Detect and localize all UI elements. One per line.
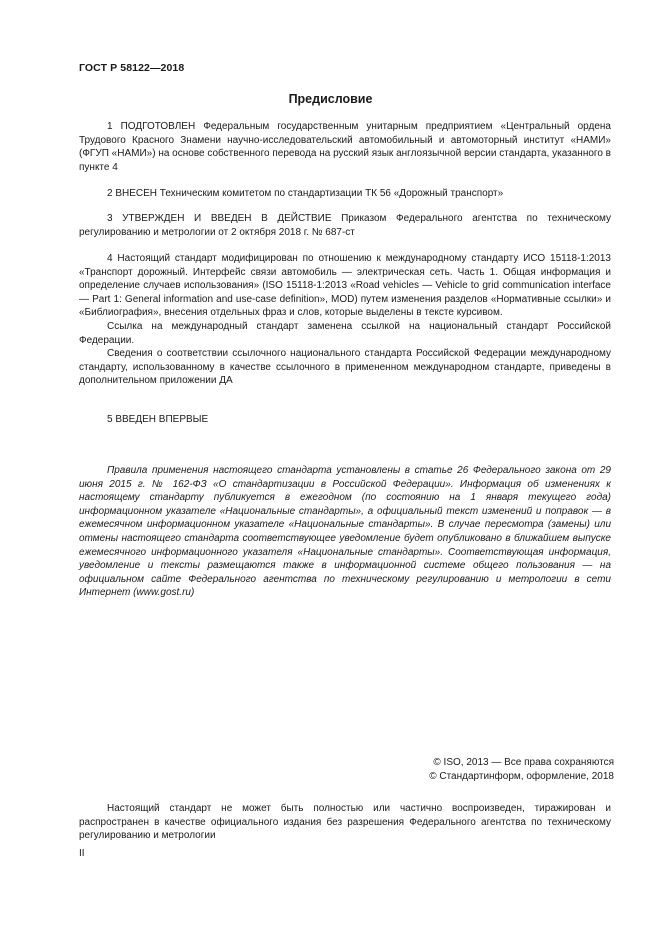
reproduction-note-text: Настоящий стандарт не может быть полностью или частично воспроизведен, тиражирован и распространен в качестве официального издания без разрешения Федерального агентства по техническому регулированию и метрологии bbox=[79, 803, 611, 842]
copyright-publisher: © Стандартинформ, оформление, 2018 bbox=[429, 771, 614, 782]
item-3 bbox=[79, 212, 611, 239]
item-5-text: 5 ВВЕДЕН ВПЕРВЫЕ bbox=[107, 414, 209, 425]
document-code: ГОСТ Р 58122—2018 bbox=[79, 62, 185, 74]
rules-note bbox=[79, 464, 611, 600]
item-3-text: 3 УТВЕРЖДЕН И ВВЕДЕН В ДЕЙСТВИЕ Приказом Федерального агентства по техническому регулированию и метрологии от 2 октября 2018 г. № 687-ст bbox=[79, 213, 611, 238]
item-5 bbox=[79, 413, 611, 427]
rules-note-text: Правила применения настоящего стандарта установлены в статье 26 Федерального закона от 29 июня 2015 г. № 162-ФЗ «О стандартизации в Российской Федерации». Информация об изменениях к настоящему стандарту публикуется в ежегодном (по состоянию на 1 января текущего года) информационном указателе «Национальные стандарты», а официальный текст изменений и поправок — в ежемесячном информационном указателе «Национальные стандарты». В случае пересмотра (замены) или отмены настоящего стандарта соответствующее уведомление будет опубликовано в ближайшем выпуске ежемесячного информационного указателя «Национальные стандарты». Соответствующая информация, уведомление и тексты размещаются также в информационной системе общего пользования — на официальном сайте Федерального агентства по техническому регулированию и метрологии в сети Интернет (www.gost.ru) bbox=[79, 465, 611, 599]
item-2 bbox=[79, 187, 611, 201]
item-4 bbox=[79, 252, 611, 388]
page-title: Предисловие bbox=[288, 92, 373, 106]
page-number: II bbox=[79, 848, 85, 859]
copyright-iso: © ISO, 2013 — Все права сохраняются bbox=[433, 757, 614, 768]
item-4-correspondence-note: Сведения о соответствии ссылочного национального стандарта Российской Федерации международному стандарту, использованному в качестве ссылочного в примененном международном стандарте, приведены в дополнительном приложении ДА bbox=[79, 348, 611, 387]
copyright-block bbox=[429, 756, 614, 784]
item-1 bbox=[79, 120, 611, 174]
item-4-reference-note: Ссылка на международный стандарт заменена ссылкой на национальный стандарт Российской Федерации. bbox=[79, 320, 611, 346]
item-1-text: 1 ПОДГОТОВЛЕН Федеральным государственным унитарным предприятием «Центральный ордена Трудового Красного Знамени научно-исследовательский автомобильный и автомоторный институт «НАМИ» (ФГУП «НАМИ») на основе собственного перевода на русский язык англоязычной версии стандарта, указанного в пункте 4 bbox=[79, 121, 611, 173]
item-2-text: 2 ВНЕСЕН Техническим комитетом по стандартизации ТК 56 «Дорожный транспорт» bbox=[107, 188, 504, 199]
item-4-text: 4 Настоящий стандарт модифицирован по отношению к международному стандарту ИСО 15118-1:2013 «Транспорт дорожный. Интерфейс связи автомобиль — электрическая сеть. Часть 1. Общая информация и определение случаев использования» (ISO 15118-1:2013 «Road vehicles — Vehicle to grid communication interface — Part 1: General information and use-case definition», MOD) путем изменения разделов «Нормативные ссылки» и «Библиография», внесения отдельных фраз и слов, которые выделены в тексте курсивом. bbox=[79, 253, 611, 319]
reproduction-note bbox=[79, 802, 611, 843]
